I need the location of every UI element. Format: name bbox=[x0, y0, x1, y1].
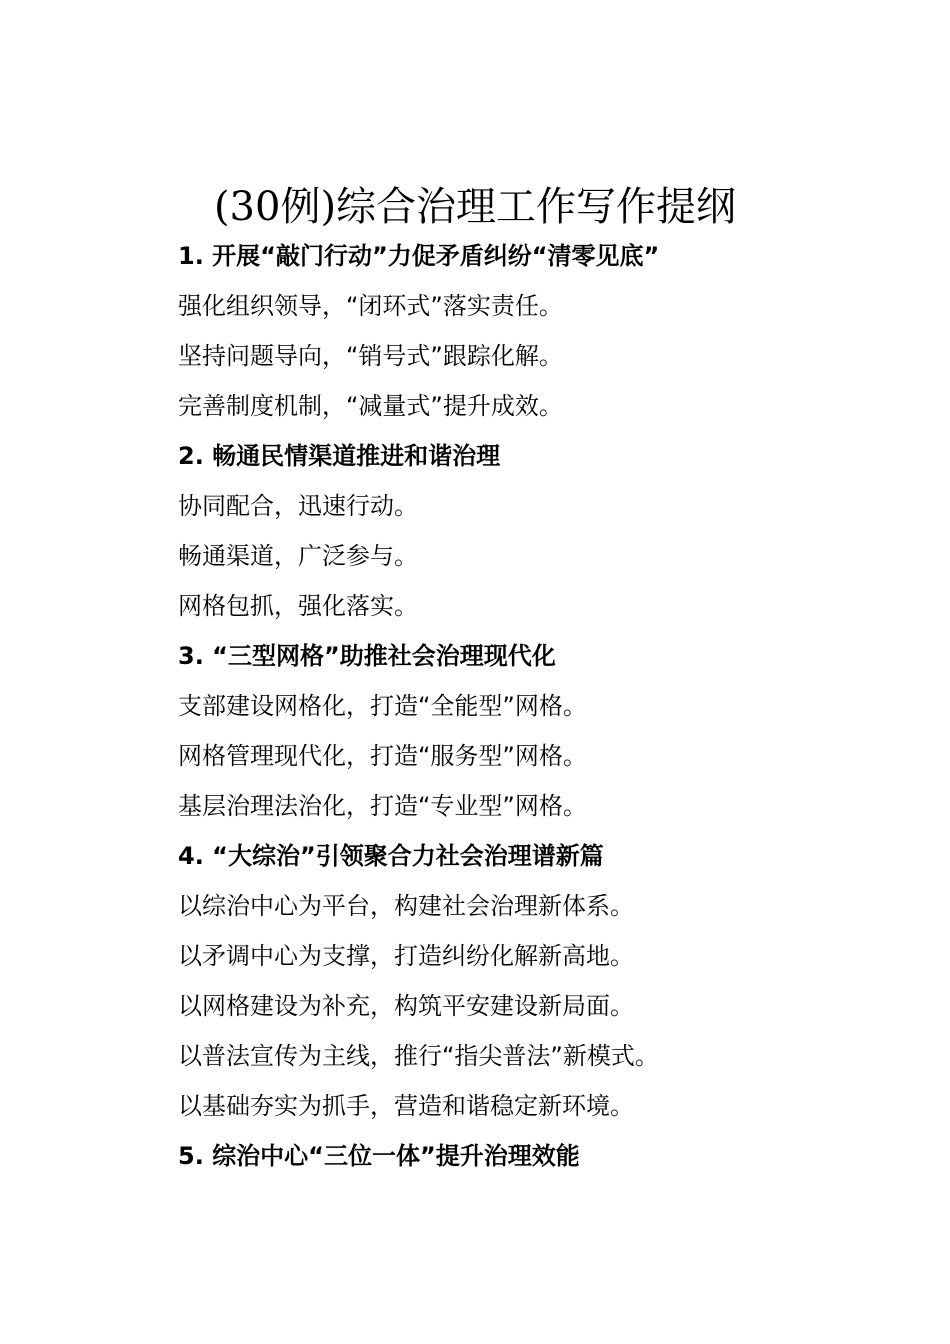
section-2-item-2: 畅通渠道，广泛参与。 bbox=[178, 542, 418, 570]
section-2-item-3: 网格包抓，强化落实。 bbox=[178, 592, 418, 620]
section-3-item-2: 网格管理现代化，打造“服务型”网格。 bbox=[178, 742, 587, 770]
section-4-item-4: 以普法宣传为主线，推行“指尖普法”新模式。 bbox=[178, 1042, 659, 1070]
section-heading-2: 2. 畅通民情渠道推进和谐治理 bbox=[178, 442, 501, 470]
section-heading-4: 4. “大综治”引领聚合力社会治理谱新篇 bbox=[178, 842, 604, 870]
section-4-item-3: 以网格建设为补充，构筑平安建设新局面。 bbox=[178, 992, 634, 1020]
section-heading-5: 5. 综治中心“三位一体”提升治理效能 bbox=[178, 1142, 580, 1170]
section-1-item-1: 强化组织领导，“闭环式”落实责任。 bbox=[178, 292, 563, 320]
document-body bbox=[178, 231, 918, 1181]
section-1-item-2: 坚持问题导向，“销号式”跟踪化解。 bbox=[178, 342, 563, 370]
section-4-item-1: 以综治中心为平台，构建社会治理新体系。 bbox=[178, 892, 634, 920]
section-4-item-5: 以基础夯实为抓手，营造和谐稳定新环境。 bbox=[178, 1092, 634, 1120]
section-3-item-1: 支部建设网格化，打造“全能型”网格。 bbox=[178, 692, 587, 720]
section-3-item-3: 基层治理法治化，打造“专业型”网格。 bbox=[178, 792, 587, 820]
section-2-item-1: 协同配合，迅速行动。 bbox=[178, 492, 418, 520]
section-heading-1: 1. 开展“敲门行动”力促矛盾纠纷“清零见底” bbox=[178, 242, 660, 270]
document-title: (30例)综合治理工作写作提纲 bbox=[213, 184, 737, 230]
section-4-item-2: 以矛调中心为支撑，打造纠纷化解新高地。 bbox=[178, 942, 634, 970]
section-1-item-3: 完善制度机制，“减量式”提升成效。 bbox=[178, 392, 563, 420]
section-heading-3: 3. “三型网格”助推社会治理现代化 bbox=[178, 642, 556, 670]
